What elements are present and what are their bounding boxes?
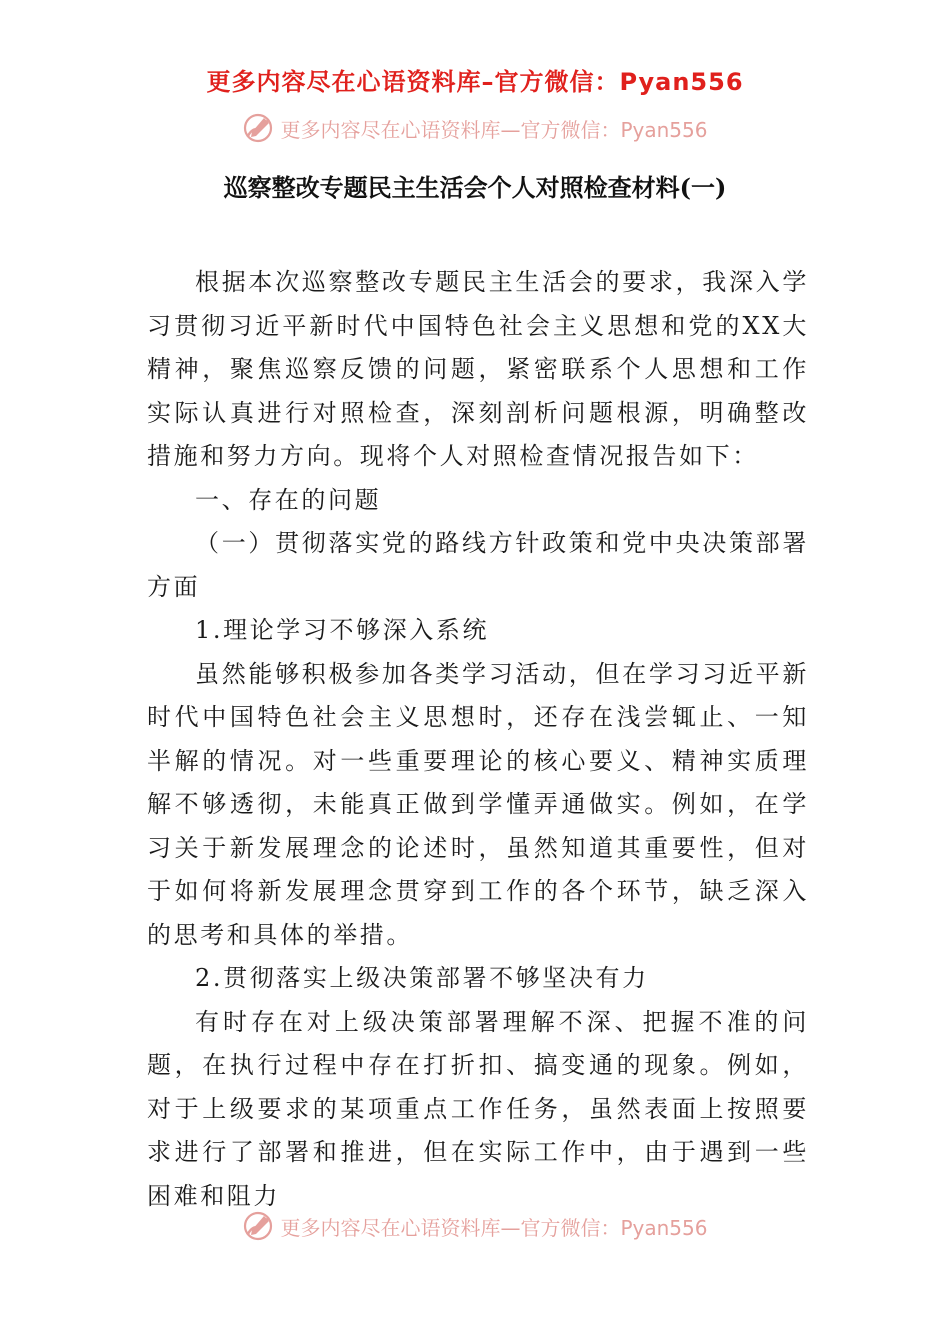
watermark-text: 更多内容尽在心语资料库—官方微信：Pyan556 [280, 117, 708, 142]
intro-paragraph: 根据本次巡察整改专题民主生活会的要求，我深入学习贯彻习近平新时代中国特色社会主义思想和党的XX大精神，聚焦巡察反馈的问题，紧密联系个人思想和工作实际认真进行对照检查，深刻剖析问题根源，明确整改措施和努力方向。现将个人对照检查情况报告如下： [147, 268, 809, 470]
top-banner: 更多内容尽在心语资料库–官方微信：Pyan556 [206, 68, 744, 96]
header-watermark [0, 112, 950, 144]
section-heading: 一、存在的问题 [195, 485, 382, 514]
subsection-heading: （一）贯彻落实党的路线方针政策和党中央决策部署方面 [147, 529, 809, 601]
document-title: 巡察整改专题民主生活会个人对照检查材料(一) [223, 173, 727, 202]
document-body [147, 261, 809, 1218]
pen-signature-logo-icon [242, 1210, 274, 1242]
body-paragraph: 虽然能够积极参加各类学习活动，但在学习习近平新时代中国特色社会主义思想时，还存在浅尝辄止、一知半解的情况。对一些重要理论的核心要义、精神实质理解不够透彻，未能真正做到学懂弄通做实。例如，在学习关于新发展理念的论述时，虽然知道其重要性，但对于如何将新发展理念贯穿到工作的各个环节，缺乏深入的思考和具体的举措。 [147, 659, 809, 949]
body-paragraph: 有时存在对上级决策部署理解不深、把握不准的问题，在执行过程中存在打折扣、搞变通的现象。例如，对于上级要求的某项重点工作任务，虽然表面上按照要求进行了部署和推进，但在实际工作中，由于遇到一些困难和阻力 [147, 1007, 809, 1210]
item-heading: 1.理论学习不够深入系统 [195, 616, 490, 644]
watermark-text: 更多内容尽在心语资料库—官方微信：Pyan556 [280, 1215, 708, 1240]
item-heading: 2.贯彻落实上级决策部署不够坚决有力 [195, 964, 649, 992]
footer-watermark [0, 1210, 950, 1242]
pen-signature-logo-icon [242, 112, 274, 144]
